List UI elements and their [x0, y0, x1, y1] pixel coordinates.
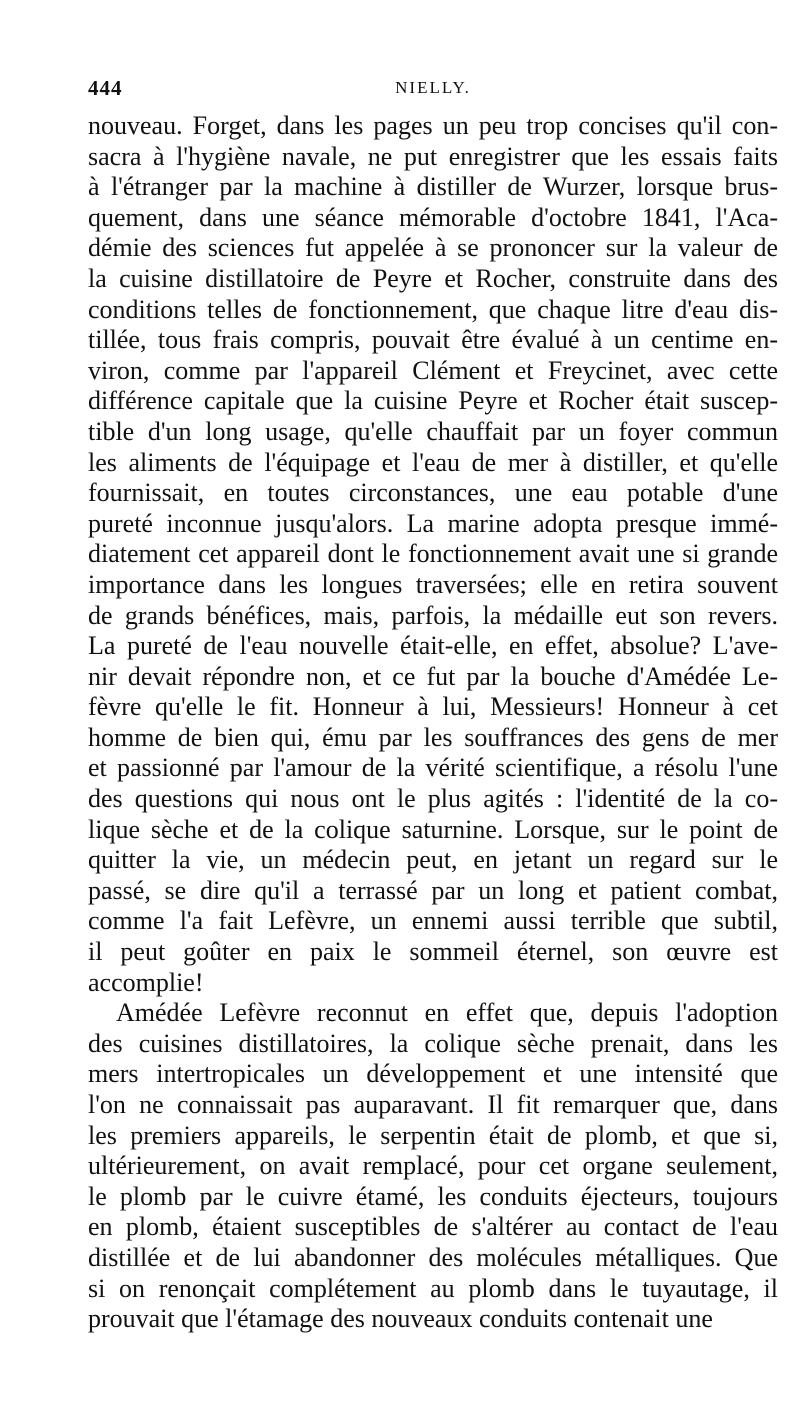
text-line: ultérieurement, on avait remplacé, pour cet organe seulement, — [88, 1151, 778, 1181]
text-line: Amédée Lefèvre reconnut en effet que, depuis l'adoption — [116, 998, 778, 1028]
body-text — [88, 111, 778, 1335]
text-line: démie des sciences fut appelée à se prononcer sur la valeur de — [88, 233, 778, 263]
text-line: conditions telles de fonctionnement, que chaque litre d'eau dis- — [88, 294, 778, 324]
text-line: l'on ne connaissait pas auparavant. Il fit remarquer que, dans — [88, 1090, 778, 1119]
text-line: nouveau. Forget, dans les pages un peu trop concises qu'il con- — [88, 111, 778, 140]
text-line: importance dans les longues traversées; elle en retira souvent — [88, 569, 778, 599]
page-number: 444 — [88, 76, 123, 100]
text-line: lique sèche et de la colique saturnine. Lorsque, sur le point de — [88, 814, 778, 844]
text-line: viron, comme par l'appareil Clément et Freycinet, avec cette — [88, 355, 778, 385]
text-line: accomplie! — [88, 967, 204, 997]
text-line: passé, se dire qu'il a terrassé par un long et patient combat, — [88, 875, 778, 905]
text-line: des questions qui nous ont le plus agités : l'identité de la co- — [88, 784, 778, 814]
text-line: la cuisine distillatoire de Peyre et Rocher, construite dans des — [88, 263, 778, 293]
text-line: fournissait, en toutes circonstances, une eau potable d'une — [88, 478, 778, 508]
text-line: homme de bien qui, ému par les souffrances des gens de mer — [88, 722, 778, 752]
text-line: quitter la vie, un médecin peut, en jetant un regard sur le — [88, 845, 778, 875]
text-line: les aliments de l'équipage et l'eau de mer à distiller, et qu'elle — [88, 447, 778, 477]
text-line: et passionné par l'amour de la vérité scientifique, a résolu l'une — [88, 753, 778, 783]
text-line: si on renonçait complétement au plomb dans le tuyautage, il — [88, 1273, 778, 1303]
text-line: en plomb, étaient susceptibles de s'altérer au contact de l'eau — [88, 1212, 778, 1242]
text-line: quement, dans une séance mémorable d'octobre 1841, l'Aca- — [88, 202, 778, 232]
text-line: tillée, tous frais compris, pouvait être évalué à un centime en- — [88, 325, 778, 355]
running-head — [88, 76, 778, 100]
text-line: il peut goûter en paix le sommeil éternel, son œuvre est — [88, 937, 778, 967]
text-line: pureté inconnue jusqu'alors. La marine adopta presque immé- — [88, 508, 778, 538]
running-head-author: NIELLY. — [395, 78, 471, 97]
text-line: de grands bénéfices, mais, parfois, la médaille eut son revers. — [88, 600, 778, 630]
text-line: le plomb par le cuivre étamé, les conduits éjecteurs, toujours — [88, 1181, 778, 1211]
text-line: comme l'a fait Lefèvre, un ennemi aussi terrible que subtil, — [88, 906, 778, 936]
paragraph — [88, 998, 778, 1335]
text-line: mers intertropicales un développement et une intensité que — [88, 1059, 778, 1089]
text-line: nir devait répondre non, et ce fut par la bouche d'Amédée Le- — [88, 661, 778, 691]
text-line: des cuisines distillatoires, la colique sèche prenait, dans les — [88, 1028, 778, 1058]
text-line: à l'étranger par la machine à distiller de Wurzer, lorsque brus- — [88, 172, 778, 202]
text-line: tible d'un long usage, qu'elle chauffait par un foyer commun — [88, 416, 778, 446]
text-line: différence capitale que la cuisine Peyre et Rocher était suscep- — [88, 386, 778, 416]
text-line: fèvre qu'elle le fit. Honneur à lui, Messieurs! Honneur à cet — [88, 692, 778, 722]
paragraph — [88, 111, 778, 998]
text-line: les premiers appareils, le serpentin était de plomb, et que si, — [88, 1120, 778, 1150]
text-line: distillée et de lui abandonner des molécules métalliques. Que — [88, 1242, 778, 1272]
text-line: prouvait que l'étamage des nouveaux conduits contenait une — [88, 1304, 713, 1334]
text-line: sacra à l'hygiène navale, ne put enregistrer que les essais faits — [88, 141, 778, 171]
text-line: diatement cet appareil dont le fonctionnement avait une si grande — [88, 539, 778, 569]
text-line: La pureté de l'eau nouvelle était-elle, en effet, absolue? L'ave- — [88, 631, 778, 661]
